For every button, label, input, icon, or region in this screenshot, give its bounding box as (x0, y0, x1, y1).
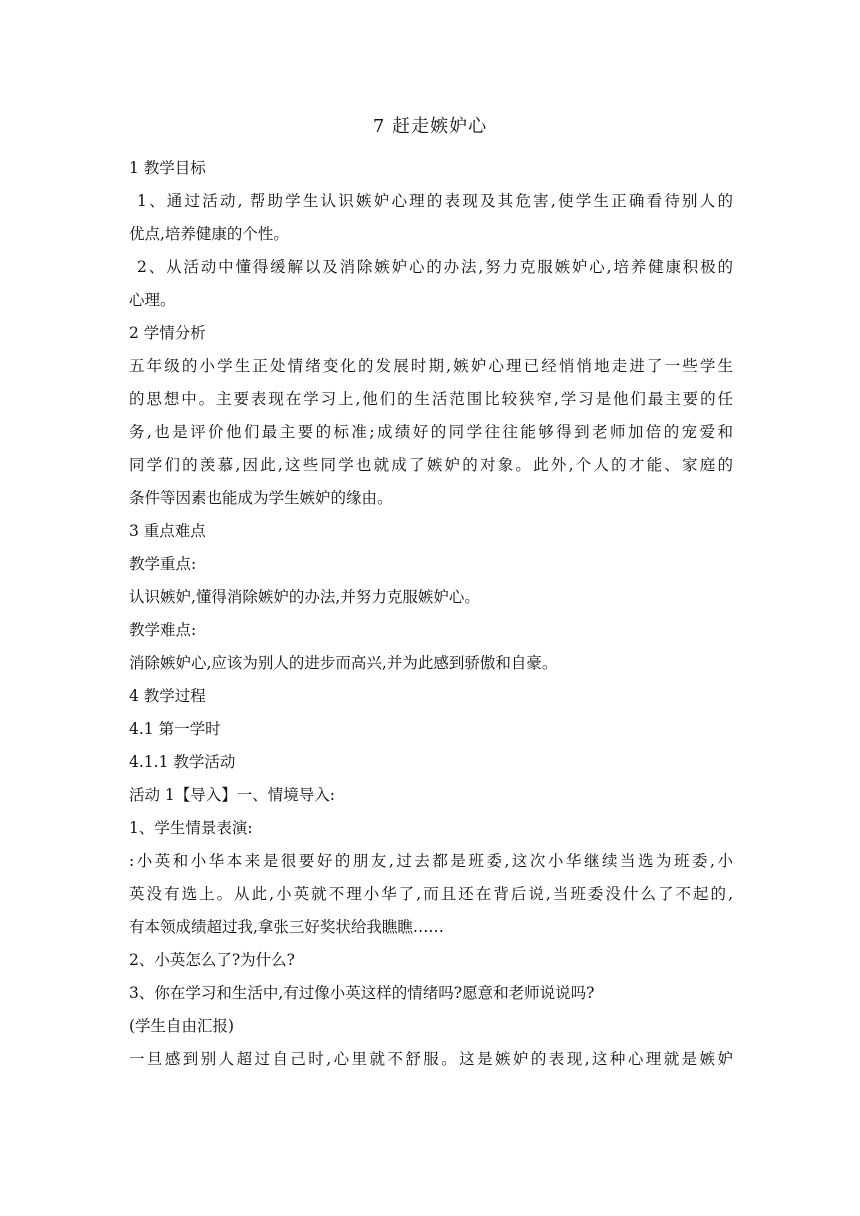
subsection-heading: 4.1.1 教学活动 (129, 753, 236, 771)
paragraph-line: 1、学生情景表演: (129, 819, 253, 837)
paragraph-line: :小英和小华本来是很要好的朋友,过去都是班委,这次小华继续当选为班委,小 (129, 852, 733, 870)
paragraph-line: 一旦感到别人超过自己时,心里就不舒服。这是嫉妒的表现,这种心理就是嫉妒 (129, 1050, 733, 1068)
document-body (129, 152, 733, 1076)
paragraph-line: 3、你在学习和生活中,有过像小英这样的情绪吗?愿意和老师说说吗? (129, 984, 595, 1002)
document-title: 7 赶走嫉妒心 (372, 116, 488, 137)
section-heading: 4 教学过程 (129, 687, 206, 705)
paragraph-line: 1、通过活动, 帮助学生认识嫉妒心理的表现及其危害,使学生正确看待别人的 (137, 192, 733, 210)
subsection-heading: 4.1 第一学时 (129, 720, 221, 738)
paragraph-line: 心理。 (129, 291, 176, 309)
section-heading: 1 教学目标 (129, 159, 206, 177)
paragraph-line: 务,也是评价他们最主要的标准;成绩好的同学往往能够得到老师加倍的宠爱和 (129, 423, 733, 441)
paragraph-line: 五年级的小学生正处情绪变化的发展时期,嫉妒心理已经悄悄地走进了一些学生 (129, 357, 733, 375)
paragraph-line: 英没有选上。从此,小英就不理小华了,而且还在背后说,当班委没什么了不起的, (129, 885, 733, 903)
subheading: 教学难点: (129, 621, 197, 639)
section-heading: 2 学情分析 (129, 324, 206, 342)
paragraph-line: 2、小英怎么了?为什么? (129, 951, 295, 969)
paragraph-line: 的思想中。主要表现在学习上,他们的生活范围比较狭窄,学习是他们最主要的任 (129, 390, 733, 408)
subheading: 教学重点: (129, 555, 197, 573)
paragraph-line: 有本领成绩超过我,拿张三好奖状给我瞧瞧…… (129, 918, 444, 936)
activity-heading: 活动 1【导入】一、情境导入: (129, 786, 336, 804)
paragraph-line: 条件等因素也能成为学生嫉妒的缘由。 (129, 489, 393, 507)
paragraph-line: 同学们的羡慕,因此,这些同学也就成了嫉妒的对象。此外,个人的才能、家庭的 (129, 456, 733, 474)
paragraph-line: (学生自由汇报) (129, 1017, 235, 1035)
paragraph-line: 优点,培养健康的个性。 (129, 225, 289, 243)
paragraph-line: 消除嫉妒心,应该为别人的进步而高兴,并为此感到骄傲和自豪。 (129, 654, 558, 672)
paragraph-line: 2、从活动中懂得缓解以及消除嫉妒心的办法,努力克服嫉妒心,培养健康积极的 (137, 258, 733, 276)
section-heading: 3 重点难点 (129, 522, 206, 540)
paragraph-line: 认识嫉妒,懂得消除嫉妒的办法,并努力克服嫉妒心。 (129, 588, 480, 606)
